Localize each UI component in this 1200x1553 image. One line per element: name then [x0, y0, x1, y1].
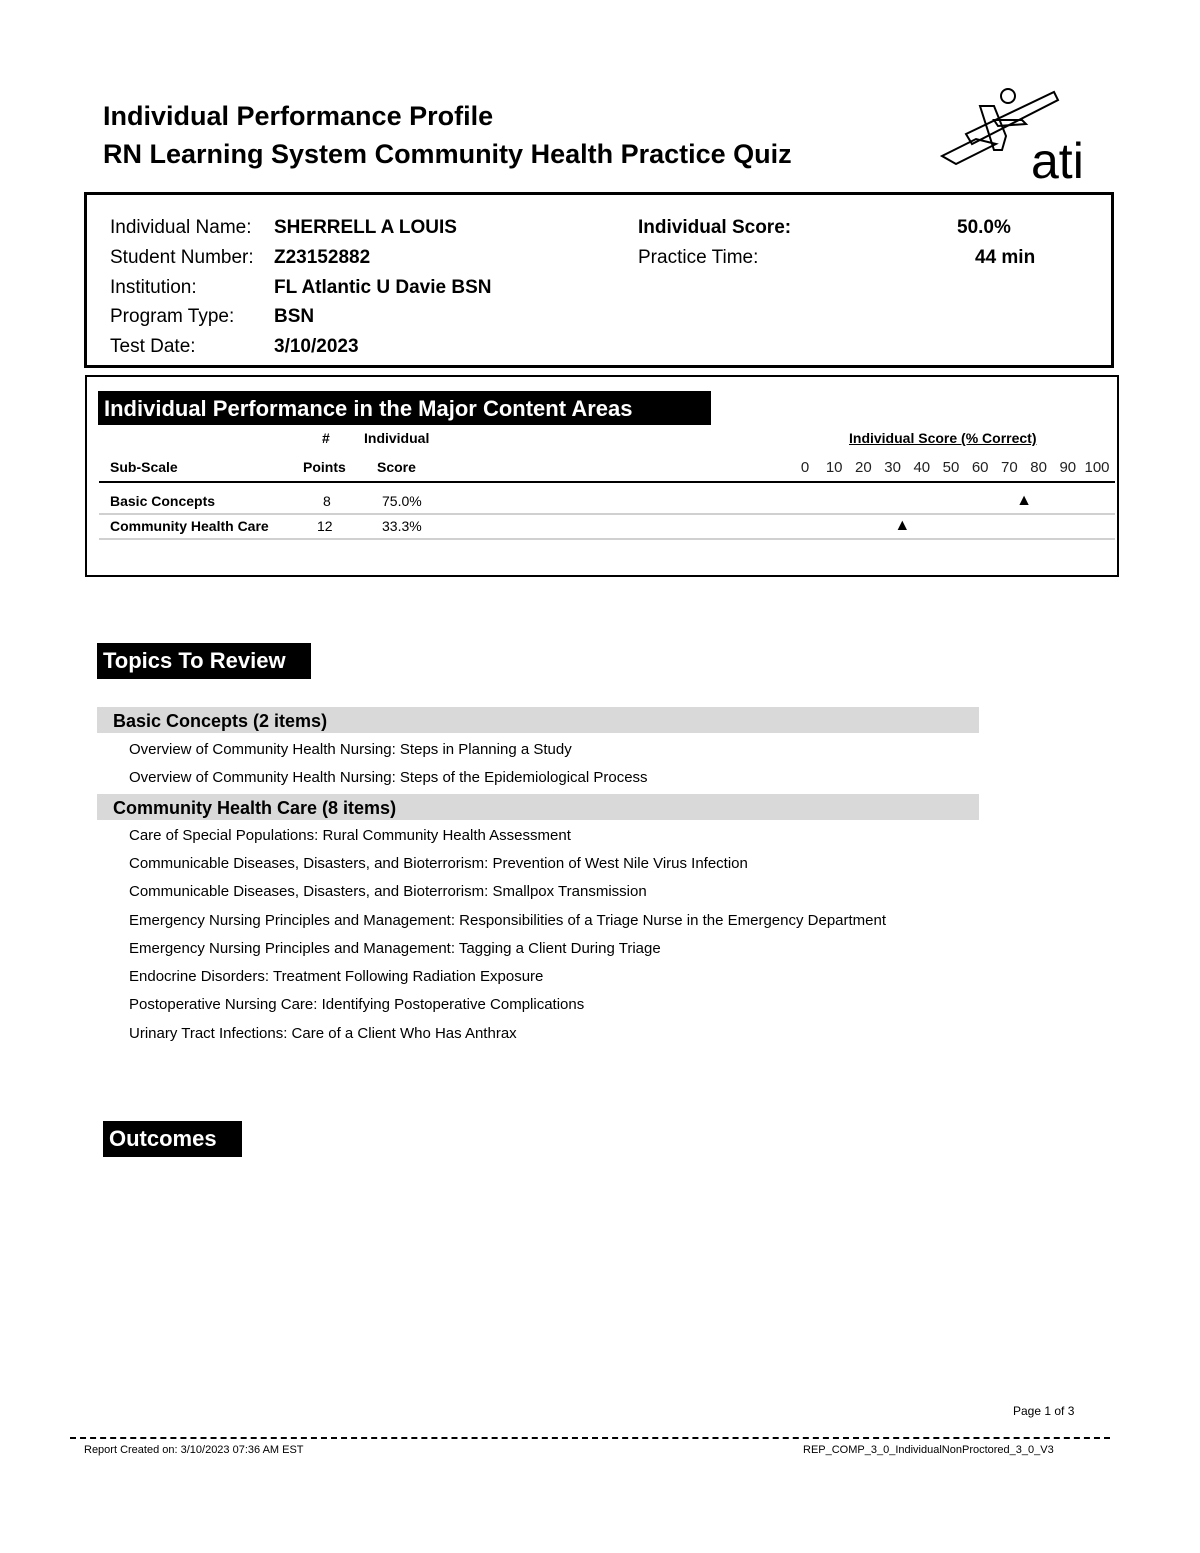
performance-heading: Individual Performance in the Major Content Areas: [98, 391, 711, 425]
topic-item: Emergency Nursing Principles and Management: Tagging a Client During Triage: [129, 940, 661, 957]
axis-tick-label: 90: [1059, 459, 1077, 476]
topics-heading: Topics To Review: [97, 643, 311, 679]
outcomes-heading: Outcomes: [103, 1121, 242, 1157]
score-marker-icon: ▲: [1016, 492, 1032, 509]
col-points: Points: [303, 459, 346, 475]
topic-item: Endocrine Disorders: Treatment Following Radiation Exposure: [129, 968, 544, 985]
row-points: 12: [317, 518, 333, 534]
row-divider: [99, 513, 1115, 515]
page-subtitle: RN Learning System Community Health Practice Quiz: [103, 139, 792, 169]
row-subscale: Basic Concepts: [110, 493, 216, 509]
col-subscale: Sub-Scale: [110, 459, 178, 475]
row-divider: [99, 538, 1115, 540]
institution-value: FL Atlantic U Davie BSN: [274, 277, 492, 298]
axis-tick-label: 60: [971, 459, 989, 476]
test-date-label: Test Date:: [110, 336, 196, 357]
topic-item: Overview of Community Health Nursing: Steps in Planning a Study: [129, 741, 572, 758]
program-type-value: BSN: [274, 306, 315, 327]
individual-score-value: 50.0%: [957, 217, 1011, 238]
logo-text: ati: [1031, 133, 1084, 184]
topic-section-community-health-care: Community Health Care (8 items): [97, 794, 979, 820]
student-info-box: [84, 192, 1114, 368]
topic-item: Emergency Nursing Principles and Management: Responsibilities of a Triage Nurse in the Emergency Department: [129, 912, 887, 929]
topic-item: Postoperative Nursing Care: Identifying Postoperative Complications: [129, 996, 585, 1013]
name-value: SHERRELL A LOUIS: [274, 217, 457, 238]
topic-item: Overview of Community Health Nursing: Steps of the Epidemiological Process: [129, 769, 648, 786]
axis-tick-label: 100: [1084, 459, 1110, 476]
report-id: REP_COMP_3_0_IndividualNonProctored_3_0_V3: [803, 1444, 1054, 1456]
col-score: Score: [377, 459, 416, 475]
axis-tick-label: 10: [825, 459, 843, 476]
performance-box: [85, 375, 1119, 577]
axis-tick-label: 70: [1001, 459, 1018, 476]
row-score: 33.3%: [382, 518, 422, 534]
axis-tick-label: 80: [1030, 459, 1047, 476]
footer-divider: [70, 1437, 1110, 1439]
topic-item: Urinary Tract Infections: Care of a Client Who Has Anthrax: [129, 1025, 517, 1042]
axis-tick-label: 0: [800, 459, 810, 476]
practice-time-value: 44 min: [975, 247, 1036, 268]
ati-figure-logo: [936, 84, 1104, 184]
header-divider: [99, 481, 1115, 483]
student-number-label: Student Number:: [110, 247, 254, 268]
individual-score-label: Individual Score:: [638, 217, 792, 238]
topic-item: Communicable Diseases, Disasters, and Bioterrorism: Prevention of West Nile Virus Infection: [129, 855, 748, 872]
practice-time-label: Practice Time:: [638, 247, 759, 268]
report-created: Report Created on: 3/10/2023 07:36 AM EST: [84, 1444, 304, 1456]
col-individual: Individual: [364, 430, 430, 446]
topic-item: Care of Special Populations: Rural Community Health Assessment: [129, 827, 571, 844]
test-date-value: 3/10/2023: [274, 336, 359, 357]
axis-tick-label: 50: [942, 459, 960, 476]
row-points: 8: [323, 493, 331, 509]
topic-item: Communicable Diseases, Disasters, and Bioterrorism: Smallpox Transmission: [129, 883, 647, 900]
program-type-label: Program Type:: [110, 306, 235, 327]
page-title: Individual Performance Profile: [103, 101, 494, 131]
page-number: Page 1 of 3: [1013, 1404, 1075, 1418]
name-label: Individual Name:: [110, 217, 252, 238]
col-score-range: Individual Score (% Correct): [849, 430, 1037, 446]
topic-section-basic-concepts: Basic Concepts (2 items): [97, 707, 979, 733]
institution-label: Institution:: [110, 277, 197, 298]
axis-tick-label: 40: [913, 459, 931, 476]
student-number-value: Z23152882: [274, 247, 371, 268]
score-marker-icon: ▲: [894, 517, 911, 534]
axis-tick-label: 20: [855, 459, 872, 476]
row-score: 75.0%: [382, 493, 422, 509]
axis-tick-label: 30: [884, 459, 901, 476]
col-hash: #: [322, 430, 330, 446]
row-subscale: Community Health Care: [110, 518, 269, 534]
